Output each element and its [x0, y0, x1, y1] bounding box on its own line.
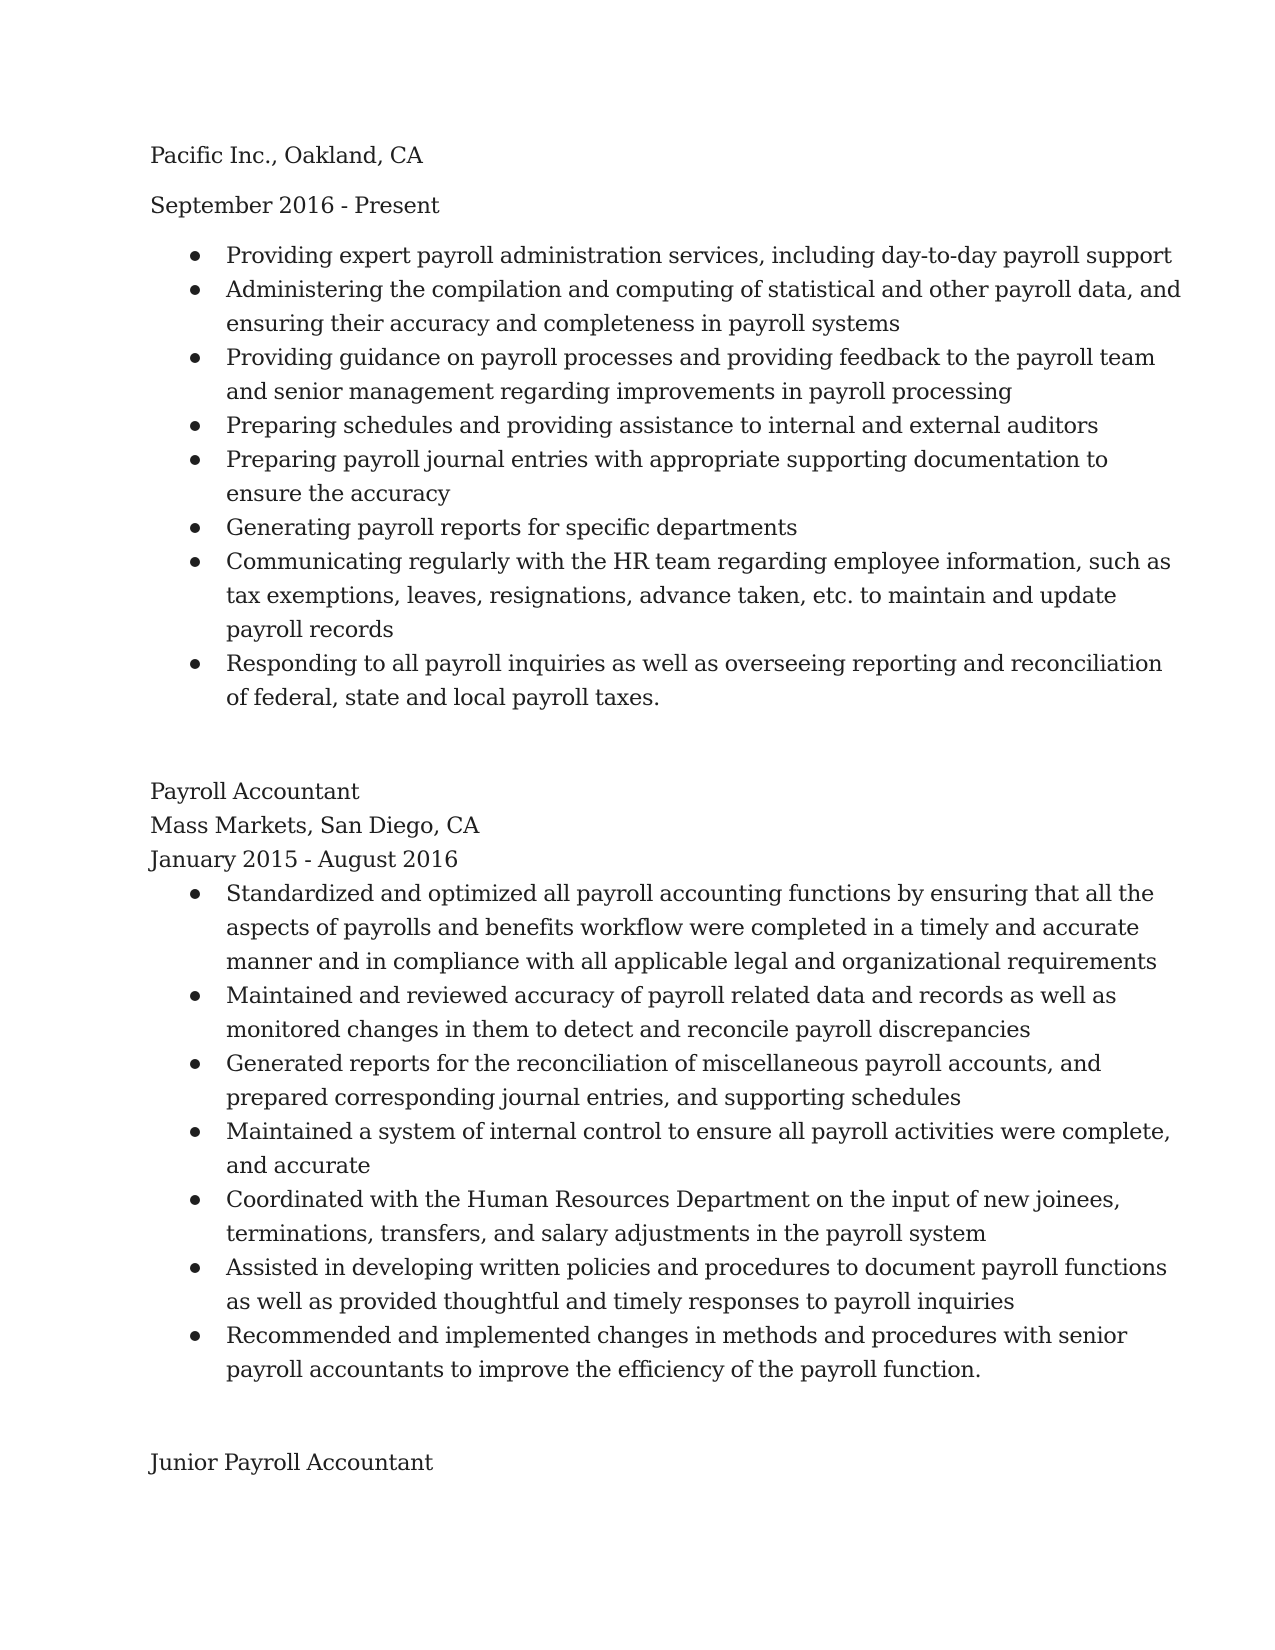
bullet-icon	[190, 1195, 200, 1205]
bullet-icon	[190, 557, 200, 567]
bullet-icon	[190, 523, 200, 533]
list-item: Responding to all payroll inquiries as well as overseeing reporting and reconciliation of federal, state and local payroll taxes.	[0, 647, 1275, 715]
job2-bullet-list	[0, 877, 1275, 1387]
job3-title: Junior Payroll Accountant	[150, 1450, 433, 1476]
bullet-icon	[190, 659, 200, 669]
list-item: Maintained a system of internal control to ensure all payroll activities were complete, and accurate	[0, 1115, 1275, 1183]
bullet-icon	[190, 455, 200, 465]
bullet-icon	[190, 991, 200, 1001]
list-item: Recommended and implemented changes in methods and procedures with senior payroll accountants to improve the efficiency of the payroll function.	[0, 1319, 1275, 1387]
list-item: Preparing schedules and providing assistance to internal and external auditors	[0, 409, 1275, 443]
bullet-icon	[190, 251, 200, 261]
job2-dates: January 2015 - August 2016	[150, 847, 459, 873]
bullet-icon	[190, 1331, 200, 1341]
job1-company: Pacific Inc., Oakland, CA	[150, 143, 423, 169]
job2-company: Mass Markets, San Diego, CA	[150, 813, 480, 839]
bullet-icon	[190, 421, 200, 431]
bullet-icon	[190, 1127, 200, 1137]
bullet-icon	[190, 889, 200, 899]
list-item: Administering the compilation and computing of statistical and other payroll data, and ensuring their accuracy and completeness in payroll systems	[0, 273, 1275, 341]
bullet-icon	[190, 1263, 200, 1273]
list-item: Coordinated with the Human Resources Department on the input of new joinees, terminations, transfers, and salary adjustments in the payroll system	[0, 1183, 1275, 1251]
list-item: Assisted in developing written policies and procedures to document payroll functions as well as provided thoughtful and timely responses to payroll inquiries	[0, 1251, 1275, 1319]
bullet-icon	[190, 1059, 200, 1069]
list-item: Providing expert payroll administration services, including day-to-day payroll support	[0, 239, 1275, 273]
bullet-icon	[190, 285, 200, 295]
job1-bullet-list	[0, 239, 1275, 715]
list-item: Preparing payroll journal entries with appropriate supporting documentation to ensure the accuracy	[0, 443, 1275, 511]
job1-dates: September 2016 - Present	[150, 193, 440, 219]
list-item: Maintained and reviewed accuracy of payroll related data and records as well as monitored changes in them to detect and reconcile payroll discrepancies	[0, 979, 1275, 1047]
list-item: Communicating regularly with the HR team regarding employee information, such as tax exemptions, leaves, resignations, advance taken, etc. to maintain and update payroll records	[0, 545, 1275, 647]
list-item: Generated reports for the reconciliation of miscellaneous payroll accounts, and prepared corresponding journal entries, and supporting schedules	[0, 1047, 1275, 1115]
bullet-icon	[190, 353, 200, 363]
list-item: Generating payroll reports for specific departments	[0, 511, 1275, 545]
list-item: Providing guidance on payroll processes and providing feedback to the payroll team and senior management regarding improvements in payroll processing	[0, 341, 1275, 409]
list-item: Standardized and optimized all payroll accounting functions by ensuring that all the aspects of payrolls and benefits workflow were completed in a timely and accurate manner and in compliance with all applicable legal and organizational requirements	[0, 877, 1275, 979]
job2-title: Payroll Accountant	[150, 779, 360, 805]
